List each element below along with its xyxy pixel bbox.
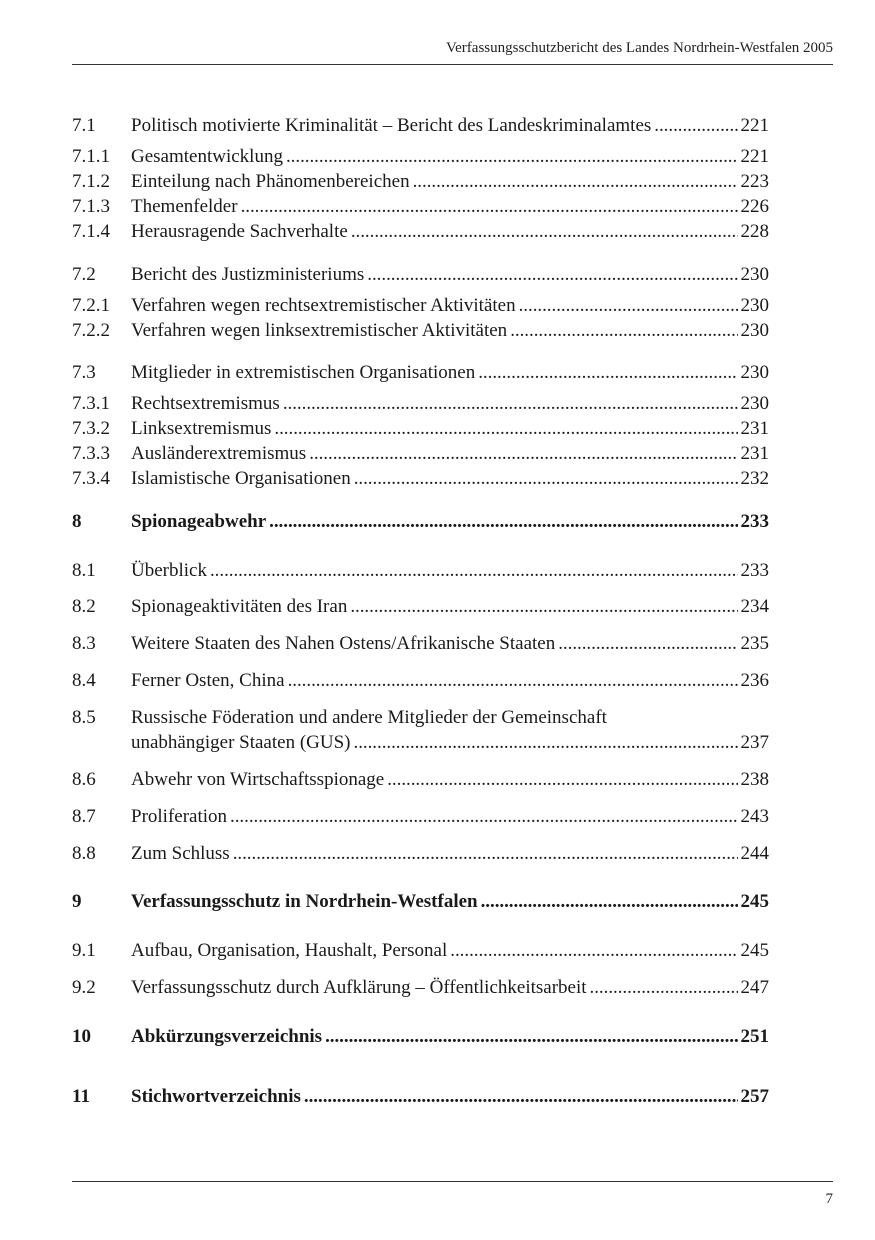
- toc-entry-number: 8.7: [72, 806, 96, 827]
- toc-entry-number: 7.2.1: [72, 295, 110, 316]
- toc-entry-page: 247: [740, 977, 769, 998]
- running-header: Verfassungsschutzbericht des Landes Nordrhein-Westfalen 2005: [445, 40, 833, 56]
- toc-entry-page: 221: [740, 115, 769, 136]
- dot-leader: [413, 169, 738, 194]
- toc-entry-number: 7.1.1: [72, 146, 110, 167]
- toc-entry-page: 257: [740, 1086, 769, 1107]
- dot-leader: [325, 1024, 737, 1049]
- toc-entry-page: 232: [740, 468, 769, 489]
- dot-leader: [288, 668, 738, 693]
- toc-entry-title: Gesamtentwicklung: [131, 146, 283, 167]
- dot-leader: [241, 194, 738, 219]
- toc-entry-number: 8.3: [72, 633, 96, 654]
- toc-entry-number: 8.8: [72, 843, 96, 864]
- header-rule: [72, 64, 833, 65]
- toc-entry-page: 230: [740, 295, 769, 316]
- toc-entry-title: Verfassungsschutz in Nordrhein-Westfalen: [131, 891, 478, 912]
- toc-entry-title: Themenfelder: [131, 196, 238, 217]
- toc-entry-page: 223: [740, 171, 769, 192]
- dot-leader: [233, 841, 738, 866]
- dot-leader: [354, 730, 738, 755]
- dot-leader: [354, 466, 738, 491]
- toc-entry-title: Abwehr von Wirtschaftsspionage: [131, 769, 385, 790]
- toc-entry-page: 245: [740, 940, 769, 961]
- page-number: 7: [825, 1191, 833, 1207]
- toc-entry-number: 7.3: [72, 362, 96, 383]
- toc-entry-number: 7.1.2: [72, 171, 110, 192]
- toc-entry-page: 235: [740, 633, 769, 654]
- toc-entry-title: Verfahren wegen rechtsextremistischer Aktivitäten: [131, 295, 516, 316]
- dot-leader: [590, 975, 738, 1000]
- dot-leader: [478, 360, 737, 385]
- dot-leader: [304, 1084, 738, 1109]
- toc-entry-title: Abkürzungsverzeichnis: [131, 1026, 323, 1047]
- dot-leader: [558, 631, 737, 656]
- toc-entry-number: 11: [72, 1086, 90, 1107]
- toc-entry-number: 7.3.3: [72, 443, 110, 464]
- dot-leader: [269, 509, 737, 534]
- toc-entry-page: 231: [740, 443, 769, 464]
- dot-leader: [654, 113, 737, 138]
- toc-entry-number: 8.1: [72, 560, 96, 581]
- dot-leader: [230, 804, 737, 829]
- toc-entry-number: 7.1: [72, 115, 96, 136]
- toc-entry-page: 230: [740, 264, 769, 285]
- toc-entry-title: Mitglieder in extremistischen Organisationen: [131, 362, 476, 383]
- dot-leader: [351, 219, 738, 244]
- toc-entry-title-continuation: unabhängiger Staaten (GUS): [131, 732, 351, 753]
- dot-leader: [387, 767, 737, 792]
- toc-entry-page: 237: [740, 732, 769, 753]
- toc-entry-number: 7.1.4: [72, 221, 110, 242]
- toc-entry-page: 244: [740, 843, 769, 864]
- toc-entry-page: 238: [740, 769, 769, 790]
- dot-leader: [450, 938, 737, 963]
- toc-entry-title: Verfahren wegen linksextremistischer Aktivitäten: [131, 320, 508, 341]
- footer-rule: [72, 1181, 833, 1182]
- toc-entry-page: 233: [740, 560, 769, 581]
- toc-entry-page: 230: [740, 320, 769, 341]
- toc-entry-title: Islamistische Organisationen: [131, 468, 351, 489]
- toc-entry-title: Spionageabwehr: [131, 511, 267, 532]
- dot-leader: [210, 558, 738, 583]
- toc-entry-number: 8: [72, 511, 82, 532]
- toc-entry-title: Zum Schluss: [131, 843, 230, 864]
- toc-entry-number: 7.3.2: [72, 418, 110, 439]
- toc-entry-title: Politisch motivierte Kriminalität – Bericht des Landeskriminalamtes: [131, 115, 652, 136]
- toc-entry-number: 10: [72, 1026, 91, 1047]
- toc-entry-title: Aufbau, Organisation, Haushalt, Personal: [131, 940, 448, 961]
- dot-leader: [309, 441, 737, 466]
- toc-entry-page: 236: [740, 670, 769, 691]
- toc-entry-title: Einteilung nach Phänomenbereichen: [131, 171, 410, 192]
- toc-entry-title: Ferner Osten, China: [131, 670, 285, 691]
- toc-entry-number: 8.5: [72, 707, 96, 728]
- toc-entry-page: 233: [740, 511, 769, 532]
- toc-entry-number: 9: [72, 891, 82, 912]
- toc-entry-title: Linksextremismus: [131, 418, 272, 439]
- dot-leader: [481, 889, 738, 914]
- toc-entry-page: 234: [740, 596, 769, 617]
- dot-leader: [510, 318, 737, 343]
- dot-leader: [350, 594, 737, 619]
- toc-entry-page: 231: [740, 418, 769, 439]
- toc-entry-title: Weitere Staaten des Nahen Ostens/Afrikanische Staaten: [131, 633, 556, 654]
- toc-entry-title: Herausragende Sachverhalte: [131, 221, 348, 242]
- toc-entry-page: 221: [740, 146, 769, 167]
- toc-entry-page: 230: [740, 393, 769, 414]
- toc-entry-number: 8.6: [72, 769, 96, 790]
- dot-leader: [519, 293, 738, 318]
- toc-entry-title: Verfassungsschutz durch Aufklärung – Öffentlichkeitsarbeit: [131, 977, 587, 998]
- toc-entry-number: 9.1: [72, 940, 96, 961]
- toc-entry-page: 226: [740, 196, 769, 217]
- toc-entry-page: 230: [740, 362, 769, 383]
- toc-entry-number: 8.2: [72, 596, 96, 617]
- toc-entry-page: 243: [740, 806, 769, 827]
- toc-entry-title: Bericht des Justizministeriums: [131, 264, 365, 285]
- toc-entry-title: Überblick: [131, 560, 207, 581]
- dot-leader: [283, 391, 738, 416]
- toc-entry-number: 8.4: [72, 670, 96, 691]
- dot-leader: [274, 416, 737, 441]
- toc-entry-title: Spionageaktivitäten des Iran: [131, 596, 348, 617]
- toc-entry-number: 7.1.3: [72, 196, 110, 217]
- toc-entry-number: 9.2: [72, 977, 96, 998]
- toc-entry-number: 7.3.4: [72, 468, 110, 489]
- toc-entry-title: Russische Föderation und andere Mitglieder der Gemeinschaft: [131, 707, 607, 728]
- toc-entry-title: Ausländerextremismus: [131, 443, 307, 464]
- toc-entry-title: Rechtsextremismus: [131, 393, 280, 414]
- toc-entry-page: 251: [740, 1026, 769, 1047]
- dot-leader: [286, 144, 738, 169]
- dot-leader: [367, 262, 737, 287]
- toc-entry-page: 245: [740, 891, 769, 912]
- toc-entry-number: 7.2.2: [72, 320, 110, 341]
- toc-entry-title: Proliferation: [131, 806, 228, 827]
- toc-entry-page: 228: [740, 221, 769, 242]
- toc-entry-number: 7.2: [72, 264, 96, 285]
- toc-entry-number: 7.3.1: [72, 393, 110, 414]
- toc-entry-title: Stichwortverzeichnis: [131, 1086, 301, 1107]
